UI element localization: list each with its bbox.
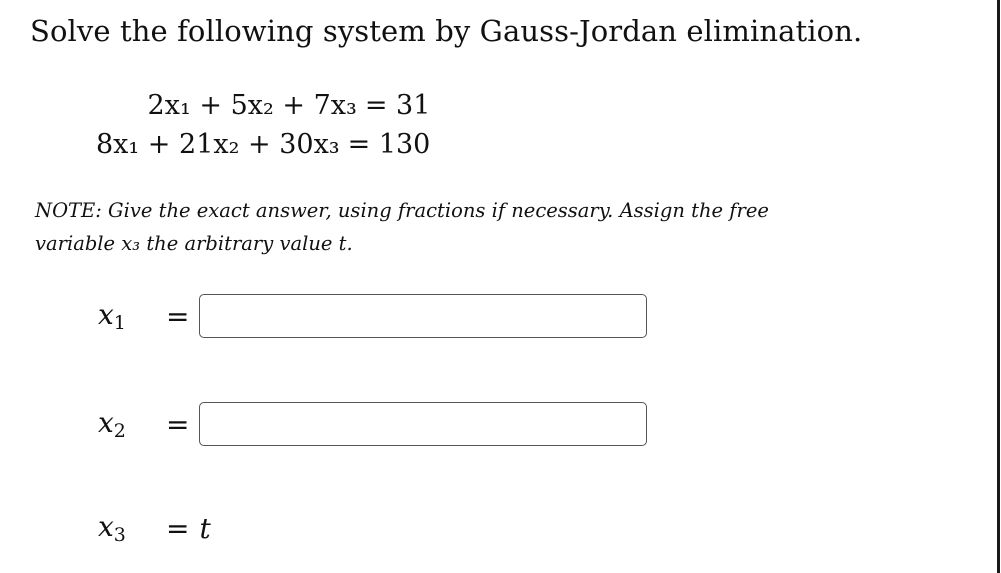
x1-label: $x_1$ [98,298,126,334]
answer-row-x1 [98,294,647,338]
note-free-variable: x₃ [121,232,141,255]
equation-2 [96,125,430,164]
note-text-before: NOTE: Give the exact answer, using fractions if necessary. Assign the free variable [35,199,769,255]
answer-row-x2 [98,402,647,446]
x1-equals: = [166,299,190,333]
x3-label: $x_3$ [98,510,126,546]
x2-label: $x_2$ [98,406,126,442]
equation-1-lhs: 2x₁ + 5x₂ + 7x₃ [147,90,357,121]
equation-1 [96,86,430,125]
problem-prompt: Solve the following system by Gauss-Jordan elimination. [30,14,863,48]
equation-2-lhs: 8x₁ + 21x₂ + 30x₃ [96,129,340,160]
x2-equals: = [166,407,190,441]
equation-system [96,86,430,164]
x1-answer-input[interactable] [199,294,647,338]
right-border [997,0,1000,573]
answer-row-x3 [98,510,211,546]
note-text-after: the arbitrary value t. [140,232,353,255]
x3-value: t [199,511,211,545]
instruction-note [35,194,835,260]
x2-answer-input[interactable] [199,402,647,446]
equation-1-rhs: = 31 [364,90,431,121]
x3-equals: = [166,511,190,545]
equation-2-rhs: = 130 [347,129,431,160]
